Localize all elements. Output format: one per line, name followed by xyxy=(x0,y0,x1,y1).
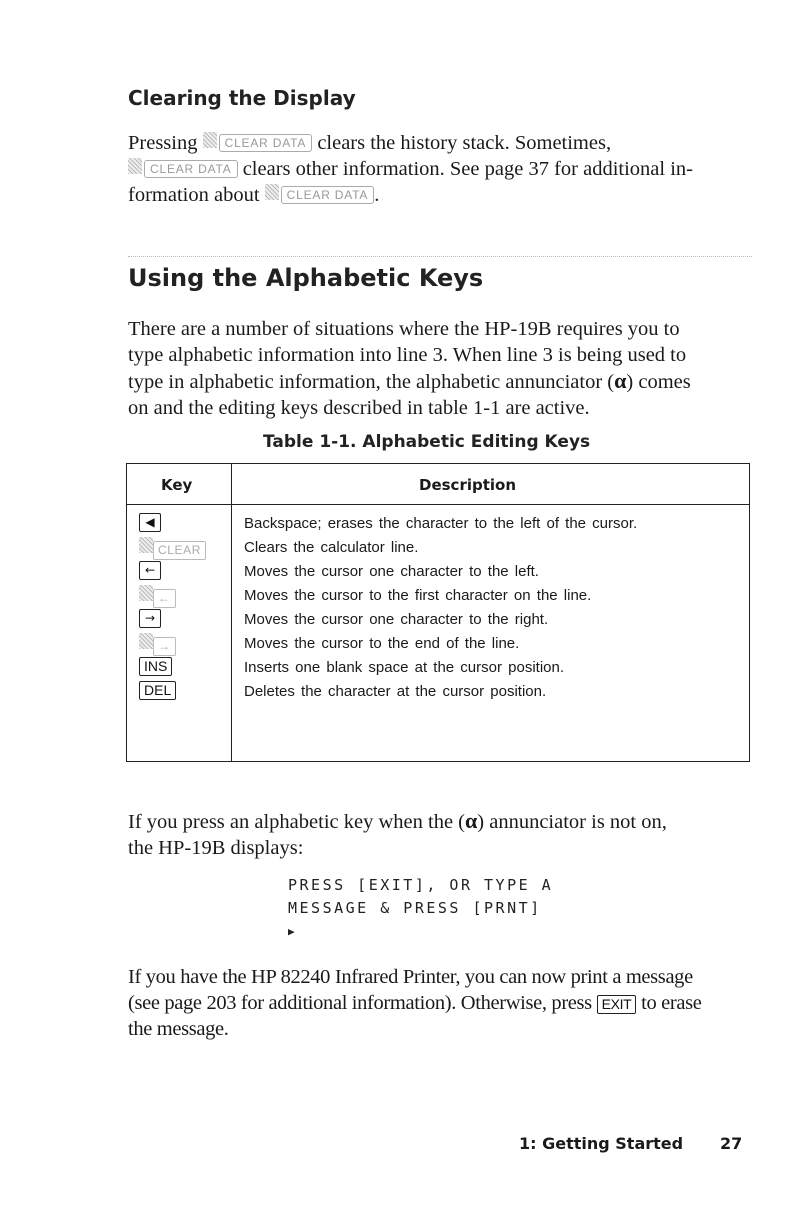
clear-data-key: CLEAR DATA xyxy=(219,134,313,152)
table-row: Moves the cursor one character to the left. xyxy=(244,563,539,580)
clear-data-key: CLEAR DATA xyxy=(144,160,238,178)
table-column-divider xyxy=(231,464,232,761)
backspace-key-icon: ◀ xyxy=(139,513,161,532)
shifted-left-arrow-key-icon: ← xyxy=(153,589,176,608)
section1-paragraph xyxy=(128,130,753,208)
display-line-1: PRESS [EXIT], OR TYPE A xyxy=(288,876,554,894)
del-key-icon: DEL xyxy=(139,681,176,700)
section-heading-alphabetic: Using the Alphabetic Keys xyxy=(128,264,484,292)
page-number: 27 xyxy=(720,1134,743,1153)
section4-paragraph: If you have the HP 82240 Infrared Printer, you can now print a message (see page 203 for additional information). Otherwise, press EXIT to erase the message. xyxy=(128,966,702,1040)
section1-line3: formation about CLEAR DATA . xyxy=(128,184,380,206)
section1-line1: Pressing CLEAR DATA clears the history stack. Sometimes, xyxy=(128,132,612,154)
shift-key-icon xyxy=(265,184,279,200)
shift-key-icon xyxy=(203,132,217,148)
alphabetic-editing-keys-table xyxy=(126,463,750,762)
shift-key-icon xyxy=(139,585,153,601)
section-heading-clearing: Clearing the Display xyxy=(128,86,356,110)
shift-key-icon xyxy=(128,158,142,174)
clear-key-icon: CLEAR xyxy=(153,541,206,560)
table-header-description: Description xyxy=(419,476,517,494)
table-row: Moves the cursor to the end of the line. xyxy=(244,635,520,652)
table-row: Moves the cursor one character to the right. xyxy=(244,611,549,628)
section2-paragraph: There are a number of situations where the HP-19B requires you to type alphabetic information into line 3. When line 3 is being used to type in alphabetic information, the alphabetic annunciator (α) comes on and the editing keys described in table 1-1 are active. xyxy=(128,318,691,419)
section1-line2: CLEAR DATA clears other information. See page 37 for additional in- xyxy=(128,156,753,182)
table-key-column xyxy=(139,513,206,705)
dotted-divider xyxy=(128,256,752,257)
table-row: Backspace; erases the character to the left of the cursor. xyxy=(244,515,638,532)
table-header-key: Key xyxy=(161,476,193,494)
alpha-annunciator-icon: α xyxy=(465,808,478,833)
shifted-right-arrow-key-icon: → xyxy=(153,637,176,656)
right-arrow-key-icon: → xyxy=(139,609,161,628)
display-cursor-icon: ▶ xyxy=(288,925,298,938)
table-row: Clears the calculator line. xyxy=(244,539,419,556)
left-arrow-key-icon: ← xyxy=(139,561,161,580)
footer-chapter: 1: Getting Started xyxy=(519,1134,684,1153)
table-header-rule xyxy=(127,504,749,505)
display-line-2: MESSAGE & PRESS [PRNT] xyxy=(288,899,542,917)
section3-paragraph: If you press an alphabetic key when the (α) annunciator is not on, the HP-19B displays: xyxy=(128,808,667,859)
table-row: Inserts one blank space at the cursor position. xyxy=(244,659,565,676)
ins-key-icon: INS xyxy=(139,657,172,676)
shift-key-icon xyxy=(139,537,153,553)
table-row: Moves the cursor to the first character on the line. xyxy=(244,587,592,604)
shift-key-icon xyxy=(139,633,153,649)
calculator-display xyxy=(288,874,553,943)
table-row: Deletes the character at the cursor position. xyxy=(244,683,547,700)
exit-key-icon: EXIT xyxy=(597,995,637,1014)
clear-data-key: CLEAR DATA xyxy=(281,186,375,204)
alpha-annunciator-icon: α xyxy=(614,368,627,393)
table-caption: Table 1-1. Alphabetic Editing Keys xyxy=(263,432,591,452)
table-description-column xyxy=(244,512,739,704)
